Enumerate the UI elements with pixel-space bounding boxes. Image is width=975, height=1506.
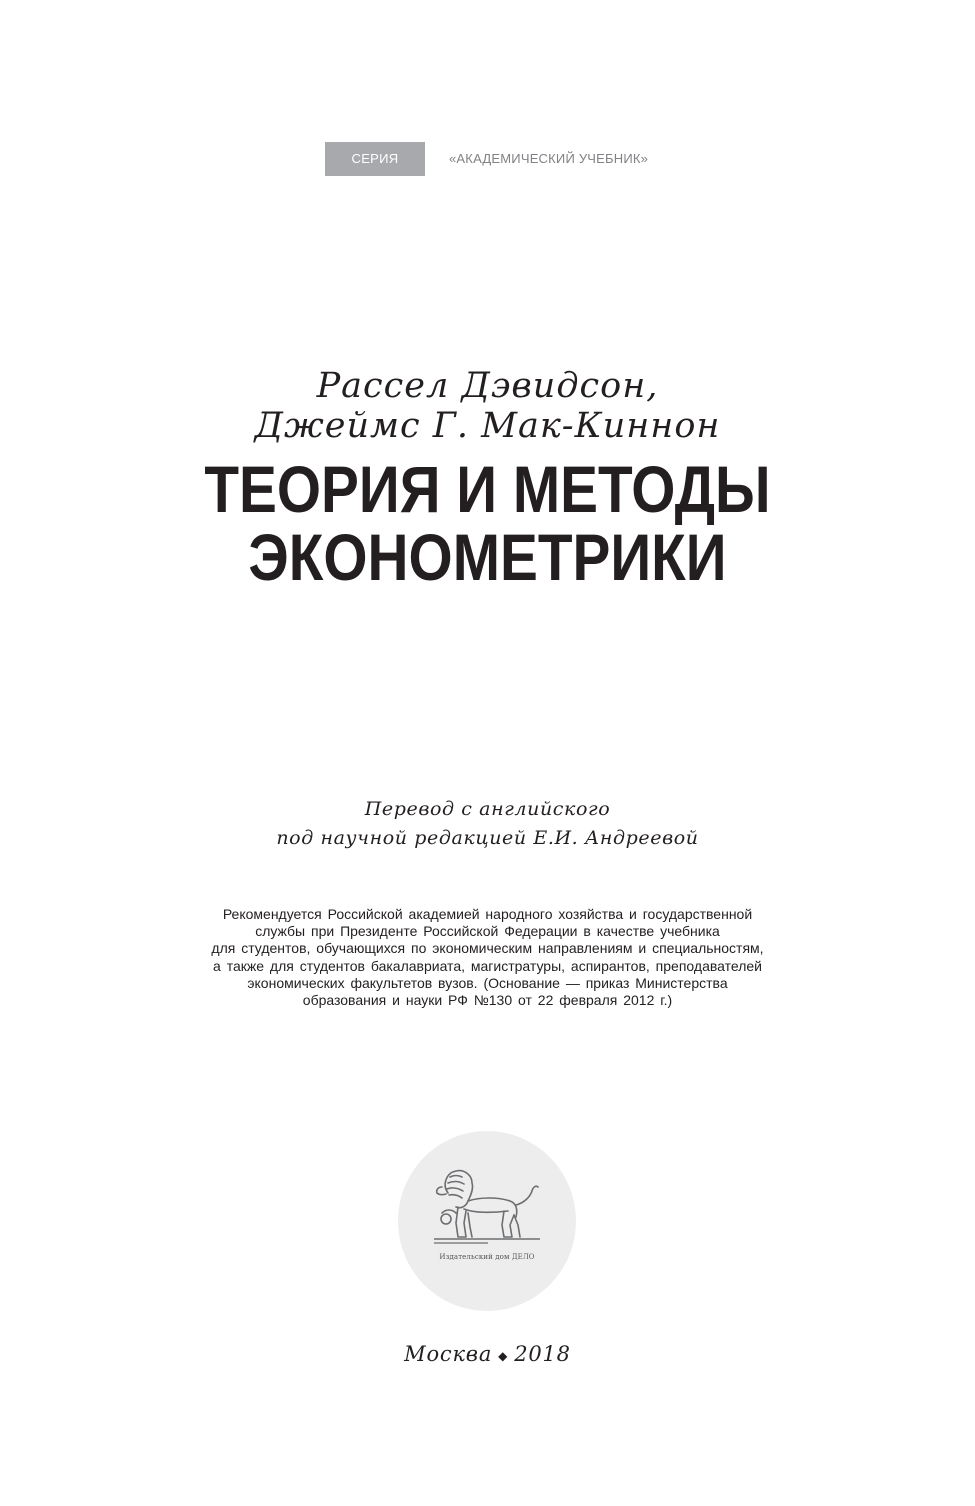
publisher-logo — [398, 1131, 576, 1311]
publisher-caption: Издательский дом ДЕЛО — [439, 1253, 535, 1261]
authors — [0, 366, 975, 446]
author-line-1: Рассел Дэвидсон, — [316, 366, 659, 406]
book-title — [0, 452, 975, 594]
imprint-separator: ◆ — [498, 1348, 509, 1363]
imprint-city: Москва — [404, 1342, 493, 1366]
recommendation-line-2: службы при Президенте Российской Федерации в качестве учебника — [255, 923, 720, 940]
recommendation-line-5: экономических факультетов вузов. (Основание — приказ Министерства — [247, 974, 728, 991]
recommendation-line-1: Рекомендуется Российской академией народного хозяйства и государственной — [222, 906, 753, 922]
translation-line-1: Перевод с английского — [364, 798, 611, 820]
recommendation-line-6: образования и науки РФ №130 от 22 февраля 2012 г.) — [302, 992, 673, 1009]
author-line-2: Джеймс Г. Мак-Киннон — [254, 406, 721, 446]
series-badge: СЕРИЯ — [325, 142, 425, 176]
series-name: «АКАДЕМИЧЕСКИЙ УЧЕБНИК» — [449, 151, 649, 166]
recommendation-text — [160, 906, 815, 1009]
recommendation-line-3: для студентов, обучающихся по экономическим направлениям и специальностям, — [211, 940, 764, 957]
lion-icon — [428, 1163, 546, 1253]
translation-note — [0, 795, 975, 853]
title-line-2: ЭКОНОМЕТРИКИ — [248, 520, 727, 594]
recommendation-line-4: а также для студентов бакалавриата, магистратуры, аспирантов, преподавателей — [213, 957, 762, 974]
title-line-1: ТЕОРИЯ И МЕТОДЫ — [204, 452, 771, 526]
translation-line-2: под научной редакцией Е.И. Андреевой — [276, 827, 699, 849]
imprint-year: 2018 — [514, 1342, 571, 1366]
imprint — [0, 1342, 975, 1366]
